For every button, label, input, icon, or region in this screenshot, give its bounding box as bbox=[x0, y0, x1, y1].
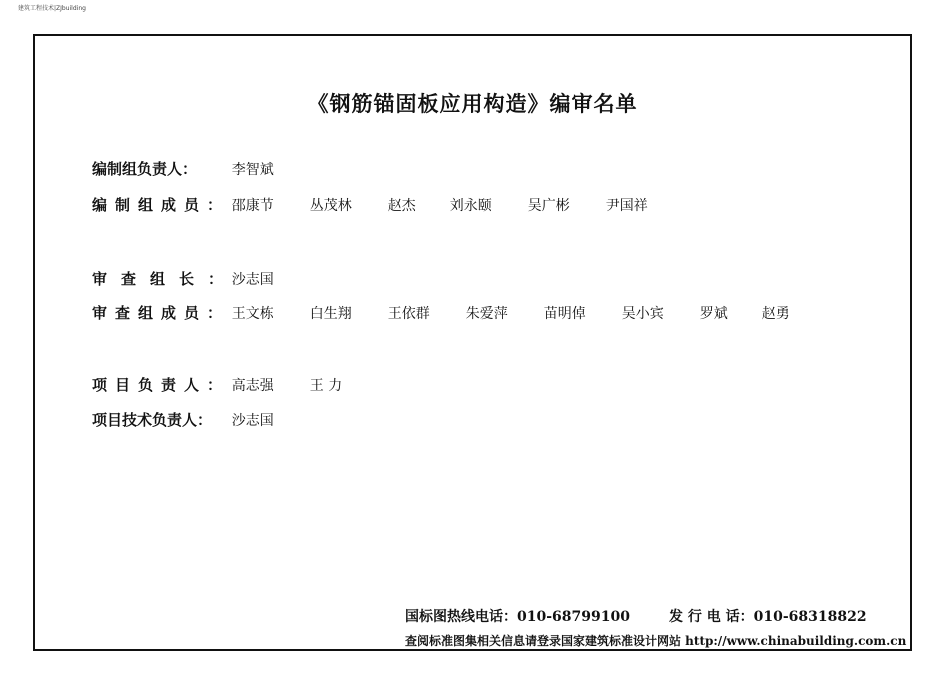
names-list bbox=[232, 160, 274, 178]
section-label: 编制组成员： bbox=[92, 196, 231, 214]
person-name: 赵杰 bbox=[387, 198, 416, 214]
names-list bbox=[232, 304, 790, 322]
section-project-tech-leader bbox=[92, 409, 274, 430]
section-review-leader bbox=[92, 268, 274, 289]
person-name: 丛茂林 bbox=[309, 198, 352, 214]
person-name: 高志强 bbox=[231, 378, 274, 394]
section-project-leader bbox=[92, 374, 342, 395]
issue-phone-text: 发 行 电 话：010-68318822 bbox=[669, 609, 867, 625]
person-name: 赵勇 bbox=[761, 306, 790, 322]
person-name: 李智斌 bbox=[231, 162, 274, 178]
person-name: 沙志国 bbox=[231, 413, 274, 429]
person-name: 朱爱萍 bbox=[465, 306, 508, 322]
section-label: 审查组成员： bbox=[92, 304, 231, 322]
document-title: 《钢筋锚固板应用构造》编审名单 bbox=[307, 91, 638, 116]
document-frame bbox=[33, 34, 912, 651]
person-name: 王文栋 bbox=[231, 306, 274, 322]
person-name: 邵康节 bbox=[231, 198, 274, 214]
section-label: 审查组长： bbox=[92, 270, 238, 288]
section-label: 编制组负责人： bbox=[92, 160, 198, 178]
section-label: 项目技术负责人： bbox=[92, 411, 213, 429]
person-name: 沙志国 bbox=[231, 272, 274, 288]
person-name: 刘永颐 bbox=[449, 198, 492, 214]
names-list bbox=[232, 411, 274, 429]
person-name: 苗明倬 bbox=[543, 306, 586, 322]
section-label: 项目负责人： bbox=[92, 376, 231, 394]
section-compile-leader bbox=[92, 158, 274, 179]
person-name: 吴小宾 bbox=[621, 306, 664, 322]
person-name: 王依群 bbox=[387, 306, 430, 322]
section-review-members bbox=[92, 302, 790, 323]
section-compile-members bbox=[92, 194, 648, 215]
names-list bbox=[232, 376, 342, 394]
names-list bbox=[232, 196, 648, 214]
person-name: 罗斌 bbox=[699, 306, 728, 322]
person-name: 白生翔 bbox=[309, 306, 352, 322]
person-name: 王 力 bbox=[309, 378, 343, 394]
person-name: 尹国祥 bbox=[605, 198, 648, 214]
names-list bbox=[232, 270, 274, 288]
hotline-text: 国标图热线电话：010-68799100 bbox=[405, 609, 630, 625]
watermark-text: 建筑工程技术|ZJbuilding bbox=[18, 5, 86, 12]
website-text: 查阅标准图集相关信息请登录国家建筑标准设计网站 http://www.chinabuilding.com.cn bbox=[405, 634, 907, 648]
person-name: 吴广彬 bbox=[527, 198, 570, 214]
